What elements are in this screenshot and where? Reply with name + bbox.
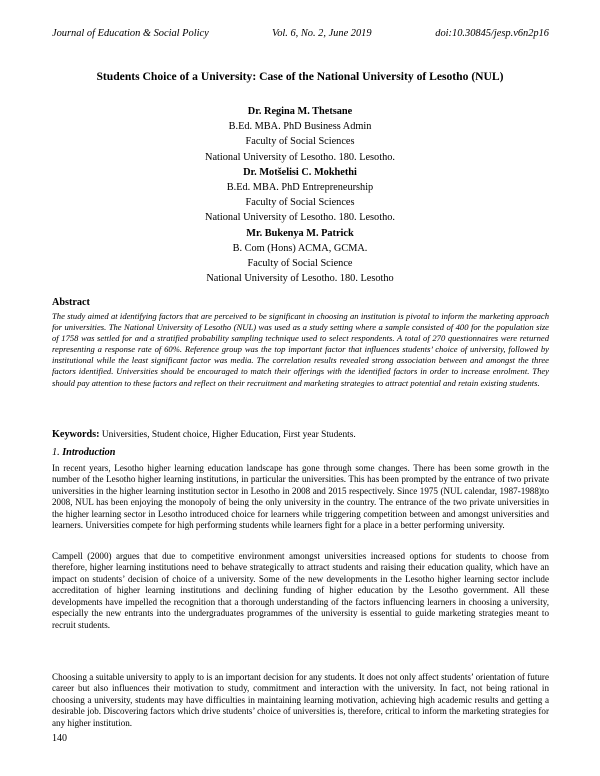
section-number: 1. [52, 447, 60, 458]
journal-name: Journal of Education & Social Policy [52, 28, 209, 39]
volume-issue: Vol. 6, No. 2, June 2019 [272, 28, 372, 39]
running-header [52, 28, 549, 42]
author-qualification: B.Ed. MBA. PhD Business Admin [228, 121, 372, 133]
author-qualification: B. Com (Hons) ACMA, GCMA. [232, 242, 368, 254]
author-affiliation: National University of Lesotho. 180. Lesotho [206, 273, 394, 285]
author-faculty: Faculty of Social Sciences [245, 197, 355, 209]
author-faculty: Faculty of Social Science [247, 258, 353, 270]
author-affiliation: National University of Lesotho. 180. Lesotho. [205, 212, 395, 224]
author-2 [0, 165, 600, 226]
abstract-heading: Abstract [52, 297, 90, 308]
author-3 [0, 226, 600, 287]
author-name: Mr. Bukenya M. Patrick [246, 227, 354, 239]
author-name: Dr. Motšelisi C. Mokhethi [243, 166, 357, 178]
doi: doi:10.30845/jesp.v6n2p16 [435, 28, 549, 39]
abstract-text: The study aimed at identifying factors that are perceived to be significant in choosing an institution is pivotal to inform the marketing approach for universities. The National University of Lesotho (NUL) was used as a study setting where a sample consisted of 400 for the population size of 1758 was settled for and a stratified probability sampling technique used to select respondents. A total of 270 questionnaires were returned representing a response rate of 60%. Reference group was the top important factor that influences students’ choice of university, followed by institutional while the least significant factor was media. The correlation results revealed strong association between and amongst the three factors identified. Universities should be encouraged to match their offerings with the identified factors in order to increase enrolment. They should pay attention to these factors and reflect on their recruitment and marketing strategies to attract potential and retain existing students. [52, 311, 549, 388]
author-1 [0, 104, 600, 165]
paragraph: Choosing a suitable university to apply to is an important decision for any students. It does not only affect students’ orientation of future career but also influences their motivation to study, commitment and interaction with the university. In fact, not being rational in choosing a university, students may have difficulties in maintaining learning motivation, achieving high academic results and getting a desirable job. Discovering factors which drive students’ choice of universities is, therefore, critical to inform the marketing strategies for any higher institution. [52, 672, 549, 728]
author-name: Dr. Regina M. Thetsane [247, 106, 353, 117]
author-faculty: Faculty of Social Sciences [245, 136, 355, 148]
paragraph: Campell (2000) argues that due to competitive environment amongst universities increased options for students to choose from therefore, higher learning institutions need to behave strategically to attract students and raising their education quality, which have an impact on students’ decision of choice of a university. Some of the new developments in the Lesotho higher learning sector include accreditation of higher learning institutions and declining funding of higher education by the Lesotho government. All these developments have impelled the recognition that a thorough understanding of the factors influencing learners in choosing a university, especially the new entrants into the undergraduates programmes of the university is essential to guide marketing strategies meant to recruit students. [52, 551, 549, 630]
author-list [0, 104, 600, 286]
keywords [52, 429, 549, 440]
keywords-label: Keywords: [52, 429, 100, 440]
page-number: 140 [52, 733, 67, 744]
paper-title: Students Choice of a University: Case of the National University of Lesotho (NUL) [96, 70, 504, 83]
paragraph: In recent years, Lesotho higher learning education landscape has gone through some changes. There has been some growth in the number of the Lesotho higher learning institutions, in particular the universities. This has been prompted by the entrance of two private universities in the higher learning institution sector in Lesotho in 2008 and 2015 respectively. Since 1975 (NUL calendar, 1987-1988)to 2008, NUL has been enjoying the monopoly of being the only university in the country. The entrance of the two private universities in the higher learning sector in Lesotho introduced choice for learners while triggering competition between and amongst universities and learners. Universities compete for high performing students while learners fight for a place in a better performing university. [52, 463, 549, 531]
section-title: Introduction [62, 447, 116, 458]
keywords-text: Universities, Student choice, Higher Education, First year Students. [101, 430, 356, 440]
author-qualification: B.Ed. MBA. PhD Entrepreneurship [226, 182, 374, 194]
section-heading [52, 447, 115, 458]
author-affiliation: National University of Lesotho. 180. Lesotho. [205, 151, 395, 163]
